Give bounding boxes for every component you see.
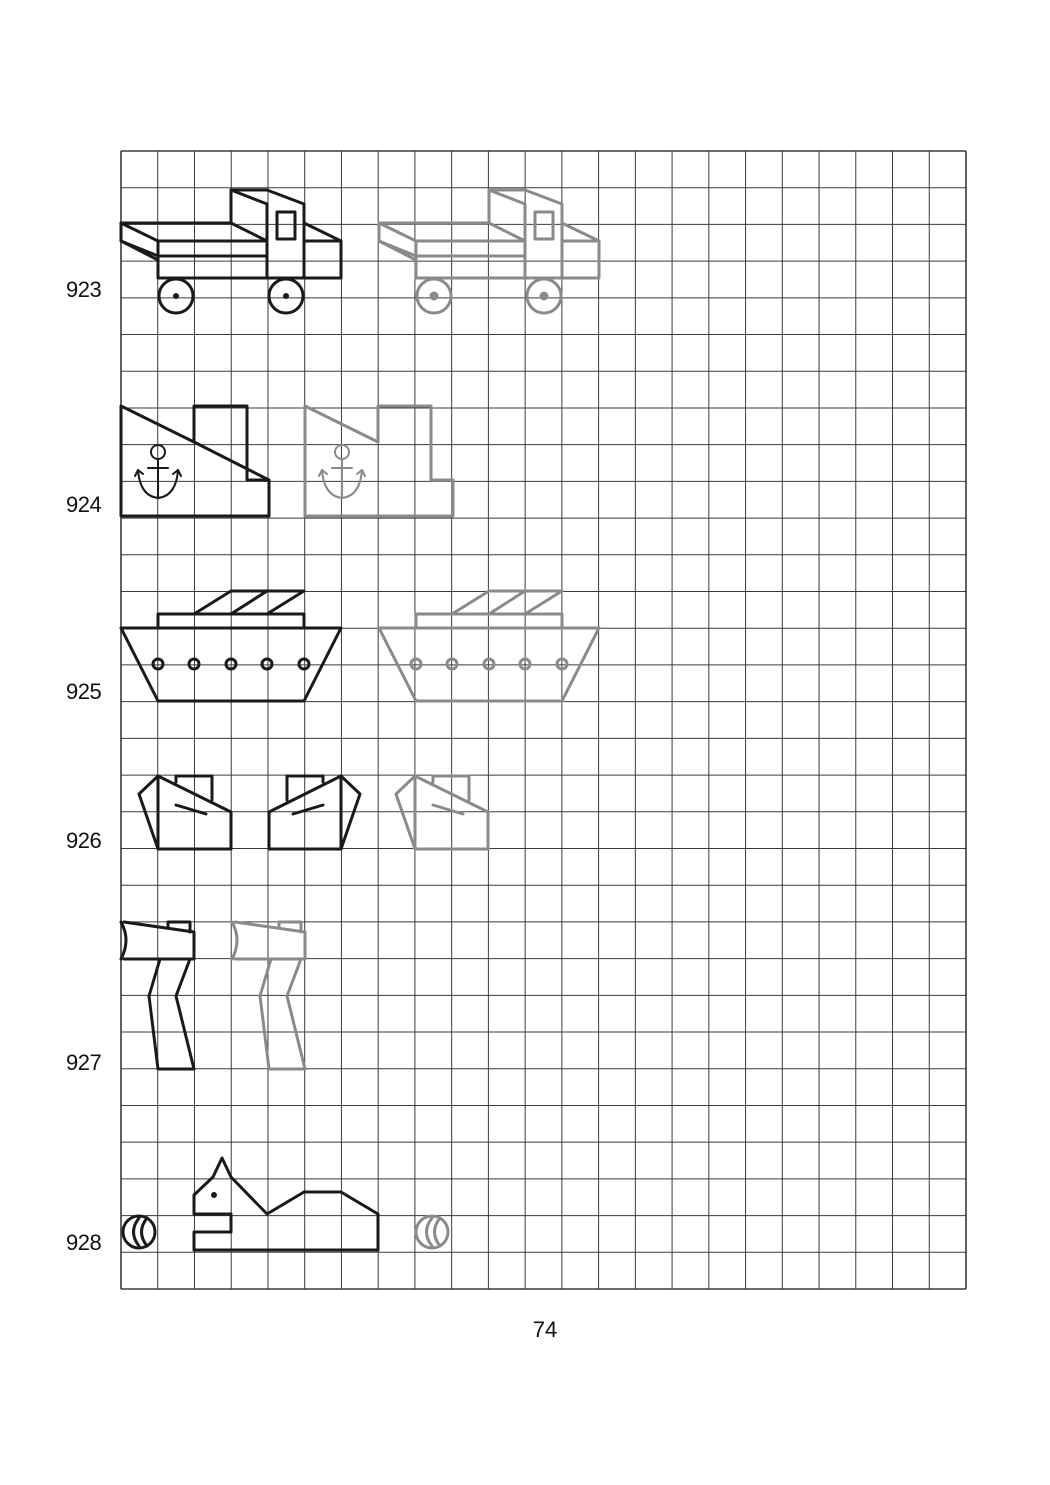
exercise-925-guide-steamship (379, 591, 599, 701)
exercise-number-927: 927 (66, 1050, 102, 1075)
anchor-icon (319, 445, 365, 498)
exercise-926-guide-boat (396, 776, 488, 849)
exercise-number-928: 928 (66, 1230, 102, 1255)
page-number: 74 (532, 1317, 558, 1342)
exercise-number-926: 926 (66, 828, 102, 853)
exercise-number-924: 924 (66, 492, 102, 517)
exercise-928-guide-moon-icon (416, 1216, 448, 1248)
exercise-928-sample-animal (194, 1158, 378, 1250)
exercise-number-923: 923 (66, 277, 102, 302)
exercise-926-sample-boat-right (269, 776, 360, 849)
exercise-928-sample-moon-icon (123, 1216, 155, 1248)
exercise-number-925: 925 (66, 679, 102, 704)
exercise-924-sample-bow (121, 406, 269, 516)
drawing-grid (121, 151, 966, 1289)
exercise-924-guide-bow (305, 406, 453, 516)
exercise-928-sample-eye (211, 1192, 217, 1198)
exercise-926-sample-boat-left (139, 776, 231, 849)
exercise-923-guide-truck (379, 190, 599, 313)
